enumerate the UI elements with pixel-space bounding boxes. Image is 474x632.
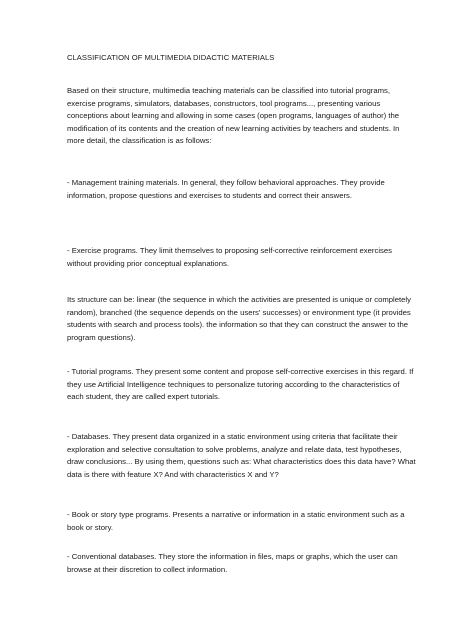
paragraph-book-story: - Book or story type programs. Presents a narrative or information in a static environment such as a book or story. [67, 510, 405, 532]
paragraph-conventional-databases: - Conventional databases. They store the information in files, maps or graphs, which the user can browse at their discretion to collect information. [67, 552, 398, 574]
paragraph-databases: - Databases. They present data organized in a static environment using criteria that facilitate their exploration and selective consultation to solve problems, analyze and relate data, test hypotheses, draw conclusions... By using them, questions such as: What characteristics does this data have? What data is there with feature X? And with characteristics X and Y? [67, 432, 416, 479]
document-title: CLASSIFICATION OF MULTIMEDIA DIDACTIC MATERIALS [67, 53, 275, 62]
paragraph-management-training: - Management training materials. In general, they follow behavioral approaches. They provide information, propose questions and exercises to students and correct their answers. [67, 178, 385, 200]
paragraph-intro: Based on their structure, multimedia teaching materials can be classified into tutorial programs, exercise programs, simulators, databases, constructors, tool programs..., presenting various conceptions about learning and allowing in some cases (open programs, languages of author) the modification of its contents and the creation of new learning activities by teachers and students. In more detail, the classification is as follows: [67, 86, 400, 146]
paragraph-tutorial-programs: - Tutorial programs. They present some content and propose self-corrective exercises in this regard. If they use Artificial Intelligence techniques to personalize tutoring according to the characteristics of each student, they are called expert tutorials. [67, 367, 414, 402]
paragraph-structure: Its structure can be: linear (the sequence in which the activities are presented is unique or completely random), branched (the sequence depends on the users' successes) or environment type (it provides students with search and process tools). the information so that they can construct the answer to the program questions). [67, 295, 411, 342]
paragraph-exercise-programs: - Exercise programs. They limit themselves to proposing self-corrective reinforcement exercises without providing prior conceptual explanations. [67, 246, 392, 268]
